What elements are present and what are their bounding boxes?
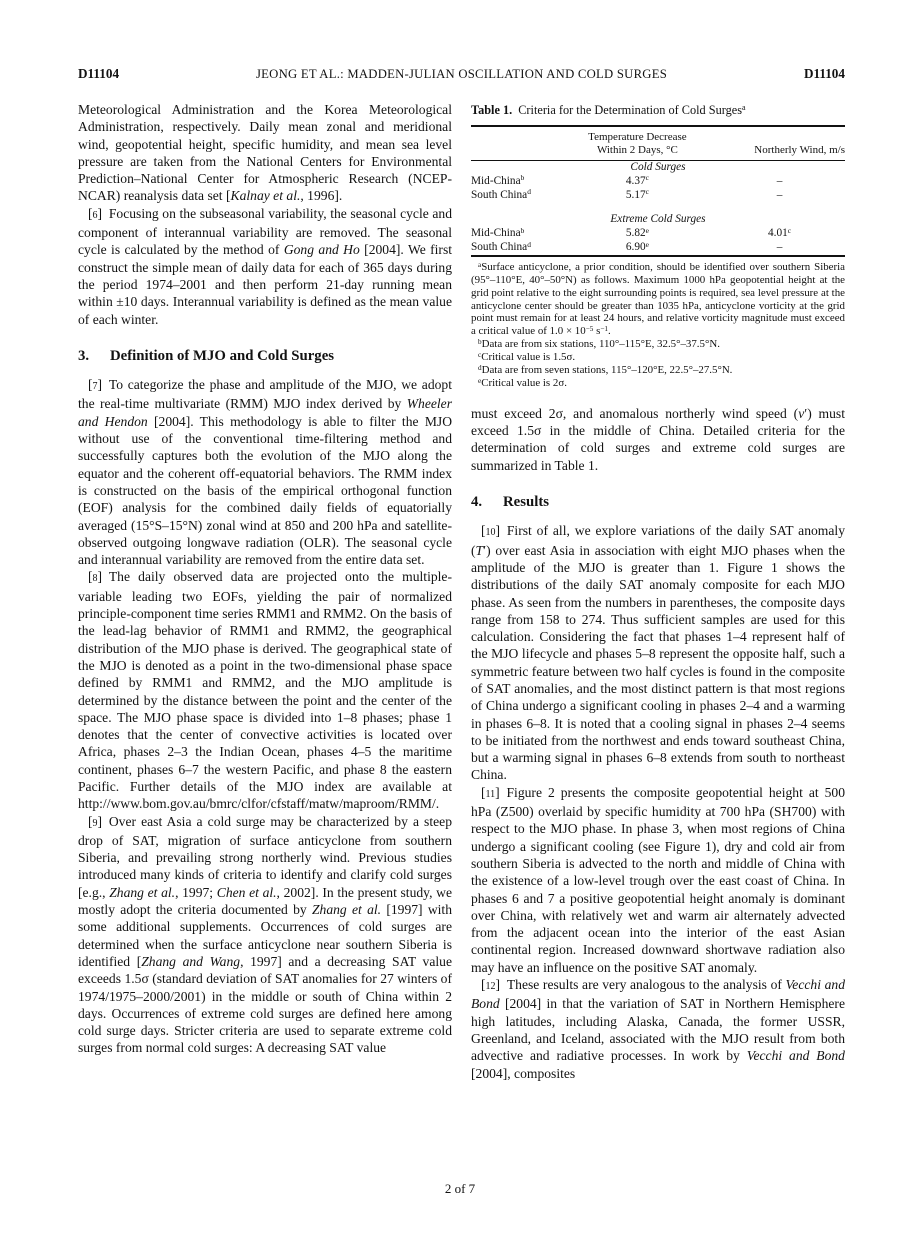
table-header-wind: Northerly Wind, m/s <box>714 126 845 161</box>
table-cell-region: South China$^d$ <box>471 187 531 201</box>
section-title: Results <box>503 494 550 511</box>
table-header-temperature-line2: Within 2 Days, °C <box>596 144 678 156</box>
journal-id-right: D11104 <box>803 66 845 81</box>
page-header <box>78 66 845 82</box>
paragraph-11: [11] Figure 2 presents the composite geopotential height at 500 hPa (Z500) overlaid by specific humidity at 700 hPa (SH700) with respect to the MJO phase. In phase 3, when most regions of China undergo a significant cooling (see Figure 1), dry and cold air from southern Siberia is advected to the north and middle of China with the existence of a low-level trough over the east coast of China. In phases 6 and 7 a positive geopotential height anomaly is dominant over China, with relatively wet and warm air alternately advected from the adjacent ocean into the interior of the east Asian continental region. Increased downward shortwave radiation also may have an influence on the positive SAT anomaly. <box>471 784 845 975</box>
paragraph-number-digit: 9 <box>92 817 98 829</box>
paragraph-5-continued: Meteorological Administration and the Korea Meteorological Administration, respectively. Daily mean zonal and meridional wind, geopotential height, specific humidity, and mean sea level pressure are taken from the National Centers for Environmental Prediction–National Center for Atmospheric Research (NCEP-NCAR) reanalysis data set [Kalnay et al., 1996]. <box>78 102 452 204</box>
table-cell-wind: – <box>776 240 783 253</box>
paragraph-12: [12] These results are very analogous to the analysis of Vecchi and Bond [2004] in that the variation of SAT in Northern Hemisphere high latitudes, including Alaska, Canada, the former USSR, Greenland, and Iceland, associated with the MJO result from both advective and radiative processes. In work by Vecchi and Bond [2004], composites <box>471 977 845 1081</box>
journal-id-left: D11104 <box>78 66 120 81</box>
section-3-heading <box>78 348 452 365</box>
paragraph-number: [12] <box>481 977 501 993</box>
table-section-row <box>471 161 845 175</box>
page-footer <box>0 1181 920 1197</box>
paragraph-7: [7] To categorize the phase and amplitude of the MJO, we adopt the real-time multivariate (RMM) MJO index derived by Wheeler and Hendon [2004]. This methodology is able to filter the MJO without use of the conventional time-filtering method and successfully captures both the evolution of the MJO along the equator and the coherent off-equatorial behaviors. The RMM index is constructed on the basis of the empirical orthogonal function (EOF) analysis for the combined daily fields of equatorially averaged (15°S–15°N) zonal wind at 850 and 200 hPa and satellite-observed outgoing longwave radiation (OLR). The seasonal cycle and interannual variability are removed from the entire data set. <box>78 377 453 568</box>
table-row <box>471 227 845 241</box>
table-cell-region: Mid-China$^b$ <box>471 225 525 240</box>
paragraph-number-digit: 6 <box>92 209 98 221</box>
table-header-region-blank <box>471 126 561 161</box>
table-footnote: $^d$Data are from seven stations, 115°–120°E, 22.5°–27.5°N. <box>478 363 733 377</box>
column-right <box>471 101 845 1082</box>
paragraph-number-digit: 10 <box>485 527 496 539</box>
paragraph-number-digit: 8 <box>92 573 98 585</box>
paragraph-number: [6] <box>88 205 103 221</box>
table-caption <box>471 103 845 118</box>
paragraph-9-continued: must exceed 2σ, and anomalous northerly wind speed (v′) must exceed 1.5σ in the middle of China. Detailed criteria for the determination of cold surges and extreme cold surges are summarized in Table 1. <box>471 405 845 473</box>
table-footnotes <box>471 261 845 390</box>
paragraph-number-digit: 12 <box>485 981 496 993</box>
paragraph-number-digit: 11 <box>485 788 496 800</box>
table-footnote: $^e$Critical value is 2σ. <box>478 376 567 389</box>
paragraph-number: [8] <box>88 569 103 585</box>
paragraph-10: [10] First of all, we explore variations of the daily SAT anomaly (T′) over east Asia in association with eight MJO phases when the amplitude of the MJO is greater than 1. Figure 1 shows the distributions of the daily SAT anomaly composite for each MJO phase. As seen from the numbers in parentheses, the composite days range from 158 to 274. Thus sufficient samples are used for this calculation. Considering the fact that phases 1–4 represent half of the MJO lifecycle and phases 5–8 represent the opposite half, such a symmetric feature between two half cycles is found in the composite of SAT anomalies, and the most distinct pattern is that most regions of China undergo a significant cooling in phases 2–4 and a warming in phases 6–8. It is noted that a cooling signal in phases 2–4 seems to be initiated from the northwest and ends toward southeast China, but a warming signal in phases 6–8 extends from south to northeast China. <box>471 523 845 783</box>
table-caption-label: Table 1. <box>471 103 513 117</box>
table1-grid <box>471 125 845 257</box>
table-cell-wind: 4.01$^c$ <box>767 225 792 240</box>
section-number: 3. <box>78 347 90 364</box>
paragraph-number: [9] <box>88 813 103 829</box>
paragraph-6: [6] Focusing on the subseasonal variability, the seasonal cycle and component of interannual variability are removed. The seasonal cycle is calculated by the method of Gong and Ho [2004]. We first construct the simple mean of daily data for each of 365 days during the period 1974–2001 and then perform 21-day running mean within ±10 days. Interannual variability is defined as the mean value of each winter. <box>78 205 453 327</box>
table-footnote: $^a$Surface anticyclone, a prior condition, should be identified over southern Siberia (95°–110°E, 40°–50°N) as follows. Maximum 1000 hPa geopotential height at the grid point relative to the eight surrounding points is required, sea level pressure at the anticyclone center should be greater than 1035 hPa, anticyclone vorticity at the grid point must remain for at least 24 hours, and relative vorticity magnitude must exceed a critical value of $1.0 \times 10^{-5}$ $s^{-1}$. <box>471 260 845 338</box>
section-number: 4. <box>471 494 483 511</box>
paragraph-number: [10] <box>481 523 501 539</box>
table-cell-region: Mid-China$^b$ <box>471 173 525 187</box>
table-cell-temperature: 6.90e <box>625 239 649 253</box>
table1-header <box>471 126 845 161</box>
section-title: Definition of MJO and Cold Surges <box>110 347 335 364</box>
section-4-heading <box>471 494 845 511</box>
table-cell-temperature: 4.37$^c$ <box>625 173 649 187</box>
table-section-label: Extreme Cold Surges <box>610 213 706 226</box>
table-footnote: $^c$Critical value is 1.5σ. <box>478 350 576 364</box>
table-cell-region: South China$^d$ <box>471 239 531 253</box>
table-cell-temperature: 5.17$^c$ <box>625 187 649 201</box>
table-cell-temperature: 5.82e <box>625 225 649 240</box>
table-cell-wind: – <box>776 174 783 187</box>
spacer-cell <box>471 202 845 213</box>
paragraph-number: [11] <box>481 784 500 800</box>
paragraph-8: [8] The daily observed data are projected onto the multiple-variable leading two EOFs, yielding the pair of normalized principle-component time series RMM1 and RMM2. On the basis of the lead-lag behavior of RMM1 and RMM2, the geographical distribution of the MJO phase is derived. The geographical state of the MJO is denoted as a point in the two-dimensional phase space defined by RMM1 and RMM2, and the MJO amplitude is determined by the distance between the point and the center of the space. The MJO phase space is divided into 1–8 phases; phase 1 denotes that the center of convective activities is located over Africa, phases 2–3 the Indian Ocean, phases 4–5 the maritime continent, phases 6–7 the western Pacific, and phase 8 the eastern Pacific. Further details of the MJO index are available at http://www.bom.gov.au/bmrc/clfor/cfstaff/matw/maproom/RMM/. <box>78 569 452 812</box>
table-header-temperature <box>561 126 714 161</box>
table1-body <box>471 161 845 256</box>
paragraph-number-digit: 7 <box>92 381 98 393</box>
table-row <box>471 241 845 256</box>
page-number: 2 of 7 <box>444 1181 476 1196</box>
paragraph-9: [9] Over east Asia a cold surge may be characterized by a steep drop of SAT, migration of surface anticyclone from southern Siberia, and prevailing strong northerly wind. Previous studies introduced many kinds of criteria to identify and clarify cold surges [e.g., Zhang et al., 1997; Chen et al., 2002]. In the present study, we mostly adopt the criteria documented by Zhang et al. [1997] with some additional supplements. Occurrences of cold surges are determined when the surface anticyclone near southern Siberia is identified [Zhang and Wang, 1997] and a decreasing SAT value exceeds 1.5σ (standard deviation of SAT anomalies for 27 winters of 1974/1975–2000/2001) in the middle or south of China within 2 days. Occurrences of extreme cold surges are defined here among cold surge days. Stricter criteria are used to separate extreme cold surges from normal cold surges: A decreasing SAT value <box>78 813 453 1056</box>
table-section-spacer <box>471 202 845 213</box>
column-left <box>78 101 452 1057</box>
table-row <box>471 189 845 203</box>
table-caption-text: Criteria for the Determination of Cold Surges <box>518 103 743 117</box>
paragraph-number: [7] <box>88 377 103 393</box>
table-footnote: $^b$Data are from six stations, 110°–115°E, 32.5°–37.5°N. <box>478 337 720 351</box>
table-caption-footnote-marker: a <box>742 103 746 113</box>
table-cell-wind: – <box>776 188 783 201</box>
table-header-temperature-line1: Temperature Decrease <box>588 131 687 143</box>
table-section-label: Cold Surges <box>630 161 686 173</box>
running-title: JEONG ET AL.: MADDEN-JULIAN OSCILLATION AND COLD SURGES <box>255 67 668 81</box>
table-1 <box>471 103 845 390</box>
